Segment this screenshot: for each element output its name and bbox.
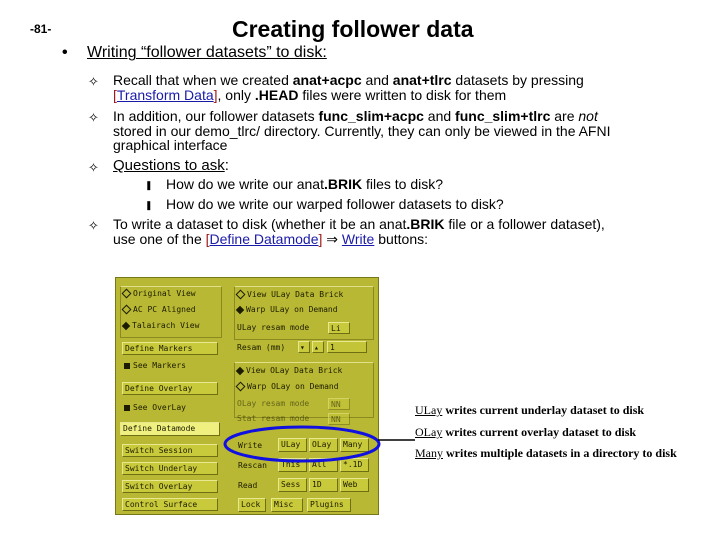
rescan-this-button[interactable]: This [278, 458, 307, 472]
rescan-1d-button[interactable]: *.1D [340, 458, 369, 472]
diamond-bullet-icon: ✧ [88, 218, 99, 233]
slide-number: -81- [30, 22, 52, 36]
small-bullet-icon: ❚ [145, 180, 153, 190]
question-2: How do we write our warped follower datasets to disk? [166, 196, 504, 212]
caption-many-text: writes multiple datasets in a directory to disk [443, 446, 677, 460]
questions-colon: : [224, 157, 229, 174]
caption-many [415, 447, 710, 460]
main-heading-text: Writing “follower datasets” to disk: [87, 44, 327, 61]
resam-up-arrow-icon[interactable]: ▴ [312, 341, 324, 353]
ulay-resam-select[interactable]: Li [328, 322, 350, 334]
olay-resam-label: OLay resam mode [237, 399, 310, 408]
caption-ulay-name: ULay [415, 403, 443, 417]
recall-end: files were written to disk for them [298, 86, 507, 103]
caption-olay-name: OLay [415, 425, 443, 439]
write-line2-post: buttons: [374, 230, 429, 247]
write-line2: use one of the [113, 230, 206, 247]
misc-button[interactable]: Misc [271, 498, 303, 512]
write-button-ref: Write [341, 230, 375, 247]
diamond-bullet-icon: ✧ [88, 110, 99, 125]
caption-ulay [415, 404, 644, 417]
stat-resam-label: Stat resam mode [237, 414, 310, 423]
write-label: Write [238, 441, 263, 450]
rescan-label: Rescan [238, 461, 267, 470]
define-datamode-button[interactable]: Define Datamode [120, 422, 220, 436]
recall-and: and [361, 72, 393, 88]
addition-text: In addition, our follower datasets [113, 108, 319, 124]
recall-anat-acpc: anat+acpc [292, 72, 362, 88]
q1-brik: .BRIK [323, 176, 363, 192]
resam-mm-field[interactable]: 1 [327, 341, 367, 353]
addition-line3: graphical interface [113, 137, 228, 153]
addition-and: and [423, 108, 456, 124]
recall-head: .HEAD [254, 86, 299, 103]
read-1d-button[interactable]: 1D [309, 478, 338, 492]
caption-olay-text: writes current overlay dataset to disk [442, 425, 637, 439]
small-bullet-icon: ❚ [145, 200, 153, 210]
switch-overlay-button[interactable]: Switch OverLay [122, 480, 218, 493]
read-web-button[interactable]: Web [340, 478, 369, 492]
rescan-all-button[interactable]: All [309, 458, 338, 472]
addition-func-tlrc: func_slim+tlrc [455, 108, 551, 124]
highlight-ellipse [225, 427, 379, 461]
q1-text: How do we write our anat [166, 176, 324, 192]
diamond-bullet-icon: ✧ [88, 160, 99, 175]
diamond-bullet-icon: ✧ [88, 74, 99, 89]
write-ulay-button[interactable]: ULay [278, 438, 307, 452]
switch-session-button[interactable]: Switch Session [122, 444, 218, 457]
define-datamode-ref: Define Datamode [209, 230, 319, 247]
questions-label: Questions to ask [113, 157, 225, 174]
transform-data-button-ref: Transform Data [116, 86, 214, 103]
caption-many-name: Many [415, 446, 443, 460]
recall-anat-tlrc: anat+tlrc [392, 72, 452, 88]
addition-are: are [550, 108, 579, 124]
ulay-resam-label: ULay resam mode [237, 323, 310, 332]
view-olay-label: View OLay Data Brick [246, 366, 343, 375]
see-markers-label: See Markers [133, 361, 186, 370]
define-markers-button[interactable]: Define Markers [122, 342, 218, 355]
switch-underlay-button[interactable]: Switch Underlay [122, 462, 218, 475]
recall-text: Recall that when we created [113, 72, 293, 88]
caption-olay [415, 426, 636, 439]
arrow-icon: ⇒ [322, 230, 342, 247]
recall-post: , only [217, 86, 255, 103]
addition-line2: stored in our demo_tlrc/ directory. Currently, they can only be viewed in the AFNI [113, 122, 611, 139]
q1-post: files to disk? [362, 176, 444, 192]
bracket-close: ] [213, 86, 218, 103]
write-post: file or a follower dataset), [444, 216, 605, 232]
addition-func-acpc: func_slim+acpc [318, 108, 424, 124]
read-label: Read [238, 481, 258, 490]
warp-olay-label: Warp OLay on Demand [247, 382, 339, 391]
olay-resam-select[interactable]: NN [328, 398, 350, 410]
resam-down-arrow-icon[interactable]: ▾ [298, 341, 310, 353]
write-many-button[interactable]: Many [340, 438, 369, 452]
bracket-close: ] [318, 230, 323, 247]
write-brik: .BRIK [406, 216, 445, 232]
resam-mm-label: Resam (mm) [237, 343, 286, 352]
warp-ulay-label: Warp ULay on Demand [246, 305, 338, 314]
talairach-view-label: Talairach View [132, 321, 200, 330]
bullet-dot-icon: • [62, 44, 68, 61]
see-overlay-label: See OverLay [133, 403, 186, 412]
read-sess-button[interactable]: Sess [278, 478, 307, 492]
stat-resam-select[interactable]: NN [328, 413, 350, 425]
ac-pc-aligned-label: AC PC Aligned [133, 305, 196, 314]
recall-mid: datasets by pressing [451, 72, 584, 88]
addition-not: not [578, 108, 598, 124]
write-olay-button[interactable]: OLay [309, 438, 338, 452]
control-surface-button[interactable]: Control Surface [122, 498, 218, 511]
view-ulay-label: View ULay Data Brick [247, 290, 344, 299]
bracket-open: [ [113, 86, 117, 103]
lock-button[interactable]: Lock [238, 498, 266, 512]
bracket-open: [ [205, 230, 210, 247]
original-view-label: Original View [133, 289, 196, 298]
write-text: To write a dataset to disk (whether it be an anat [113, 216, 407, 232]
define-overlay-button[interactable]: Define Overlay [122, 382, 218, 395]
slide-title: Creating follower data [232, 16, 474, 42]
plugins-button[interactable]: Plugins [307, 498, 351, 512]
caption-ulay-text: writes current underlay dataset to disk [442, 403, 645, 417]
